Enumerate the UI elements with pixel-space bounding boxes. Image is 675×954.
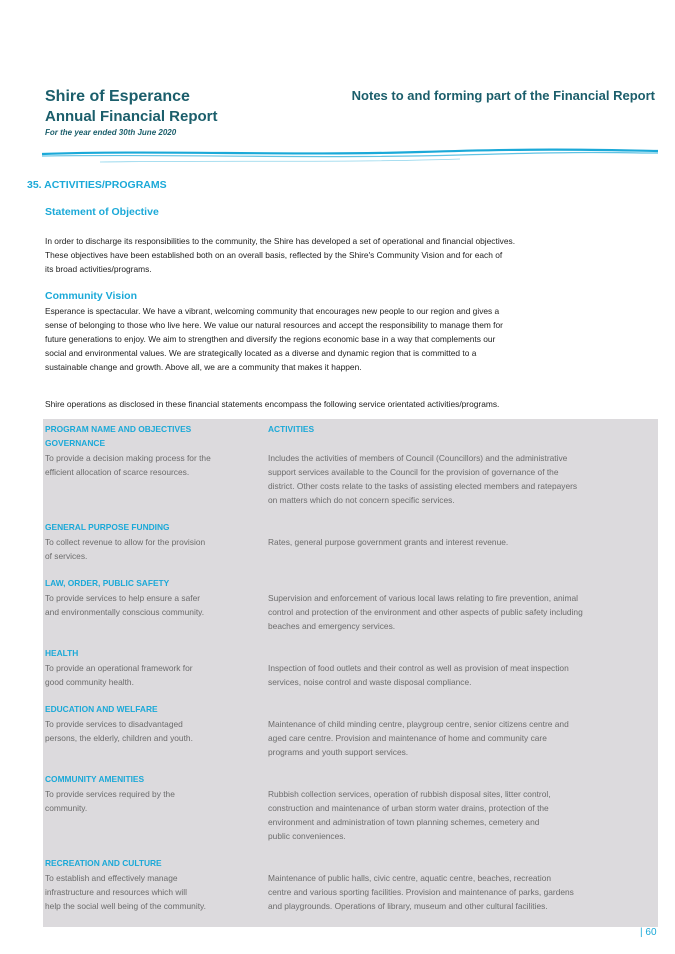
header-activities: ACTIVITIES bbox=[268, 424, 315, 434]
cell-line: Maintenance of public halls, civic centre, aquatic centre, beaches, recreation bbox=[268, 873, 552, 883]
program-name-recreation-and-culture: RECREATION AND CULTURE bbox=[45, 858, 162, 868]
cell-line: and environmentally conscious community. bbox=[45, 607, 205, 617]
paragraph-line: Esperance is spectacular. We have a vibrant, welcoming community that encourages new people to our region and gives a bbox=[45, 306, 500, 316]
cell-line: infrastructure and resources which will bbox=[45, 887, 187, 897]
program-name-health: HEALTH bbox=[45, 648, 79, 658]
objective-heading: Statement of Objective bbox=[45, 206, 159, 218]
cell-line: persons, the elderly, children and youth. bbox=[45, 733, 193, 743]
paragraph-line: sustainable change and growth. Above all, we are a community that makes it happen. bbox=[45, 362, 362, 372]
report-title: Annual Financial Report bbox=[45, 108, 218, 125]
program-activities bbox=[268, 871, 574, 913]
cell-line: To provide a decision making process for the bbox=[45, 453, 211, 463]
paragraph-line: future generations to enjoy. We aim to strengthen and diversify the regions economic base in a way that complements our bbox=[45, 334, 496, 344]
vision-heading: Community Vision bbox=[45, 290, 137, 302]
cell-line: district. Other costs relate to the tasks of assisting elected members and ratepayers bbox=[268, 481, 578, 491]
cell-line: good community health. bbox=[45, 677, 134, 687]
program-activities bbox=[268, 451, 577, 507]
program-activities bbox=[268, 787, 551, 843]
cell-line: Maintenance of child minding centre, playgroup centre, senior citizens centre and bbox=[268, 719, 569, 729]
cell-line: and playgrounds. Operations of library, museum and other cultural facilities. bbox=[268, 901, 548, 911]
cell-line: centre and various sporting facilities. Provision and maintenance of parks, gardens bbox=[268, 887, 574, 897]
cell-line: programs and youth support services. bbox=[268, 747, 409, 757]
cell-line: construction and maintenance of urban storm water drains, protection of the bbox=[268, 803, 549, 813]
cell-line: support services available to the Council for the provision of governance of the bbox=[268, 467, 559, 477]
program-objective bbox=[45, 871, 206, 913]
cell-line: aged care centre. Provision and maintenance of home and community care bbox=[268, 733, 547, 743]
paragraph-line: social and environmental values. We are strategically located as a diverse and dynamic region that is committed to a bbox=[45, 348, 477, 358]
operations-paragraph: Shire operations as disclosed in these financial statements encompass the following service orientated activities/programs. bbox=[45, 399, 500, 409]
cell-line: community. bbox=[45, 803, 88, 813]
program-activities bbox=[268, 661, 569, 689]
program-activities bbox=[268, 535, 508, 549]
program-objective bbox=[45, 535, 205, 563]
notes-title: Notes to and forming part of the Financial Report bbox=[351, 88, 655, 103]
paragraph-line: sense of belonging to those who live here. We value our natural resources and accept the responsibility to manage them for bbox=[45, 320, 503, 330]
cell-line: To establish and effectively manage bbox=[45, 873, 178, 883]
cell-line: beaches and emergency services. bbox=[268, 621, 396, 631]
cell-line: environment and administration of town planning schemes, cemetery and bbox=[268, 817, 540, 827]
entity-name: Shire of Esperance bbox=[45, 88, 190, 105]
program-name-education-and-welfare: EDUCATION AND WELFARE bbox=[45, 704, 158, 714]
cell-line: control and protection of the environment and other aspects of public safety including bbox=[268, 607, 583, 617]
paragraph-line: In order to discharge its responsibilities to the community, the Shire has developed a set of operational and financial objectives. bbox=[45, 236, 516, 246]
objective-paragraph bbox=[45, 234, 515, 276]
program-objective bbox=[45, 717, 193, 745]
cell-line: Rates, general purpose government grants and interest revenue. bbox=[268, 537, 509, 547]
program-objective bbox=[45, 661, 193, 689]
cell-line: To provide services to help ensure a safer bbox=[45, 593, 201, 603]
cell-line: Includes the activities of members of Council (Councillors) and the administrative bbox=[268, 453, 568, 463]
program-name-law-order-public-safety: LAW, ORDER, PUBLIC SAFETY bbox=[45, 578, 170, 588]
cell-line: To provide services required by the bbox=[45, 789, 175, 799]
program-activities bbox=[268, 717, 569, 759]
cell-line: help the social well being of the community. bbox=[45, 901, 206, 911]
cell-line: Supervision and enforcement of various local laws relating to fire prevention, animal bbox=[268, 593, 579, 603]
header-program-name: PROGRAM NAME AND OBJECTIVES bbox=[45, 424, 192, 434]
program-name-community-amenities: COMMUNITY AMENITIES bbox=[45, 774, 145, 784]
program-name-general-purpose-funding: GENERAL PURPOSE FUNDING bbox=[45, 522, 170, 532]
program-objective bbox=[45, 451, 211, 479]
cell-line: Rubbish collection services, operation of rubbish disposal sites, litter control, bbox=[268, 789, 551, 799]
report-period: For the year ended 30th June 2020 bbox=[45, 128, 177, 137]
cell-line: services, noise control and waste disposal compliance. bbox=[268, 677, 472, 687]
cell-line: To provide services to disadvantaged bbox=[45, 719, 183, 729]
cell-line: on matters which do not concern specific services. bbox=[268, 495, 455, 505]
program-objective bbox=[45, 787, 175, 815]
program-objective bbox=[45, 591, 204, 619]
section-title: 35. ACTIVITIES/PROGRAMS bbox=[27, 179, 167, 191]
cell-line: To collect revenue to allow for the provision bbox=[45, 537, 206, 547]
paragraph-line: its broad activities/programs. bbox=[45, 264, 152, 274]
paragraph-line: These objectives have been established both on an overall basis, reflected by the Shire's Community Vision and for each of bbox=[45, 250, 503, 260]
cell-line: Inspection of food outlets and their control as well as provision of meat inspection bbox=[268, 663, 569, 673]
page-number: | 60 bbox=[640, 927, 657, 938]
program-activities bbox=[268, 591, 583, 633]
cell-line: of services. bbox=[45, 551, 88, 561]
cell-line: efficient allocation of scarce resources. bbox=[45, 467, 190, 477]
cell-line: To provide an operational framework for bbox=[45, 663, 193, 673]
program-name-governance: GOVERNANCE bbox=[45, 438, 106, 448]
cell-line: public conveniences. bbox=[268, 831, 346, 841]
vision-paragraph bbox=[45, 304, 503, 374]
header-swoosh-decoration bbox=[40, 140, 660, 170]
